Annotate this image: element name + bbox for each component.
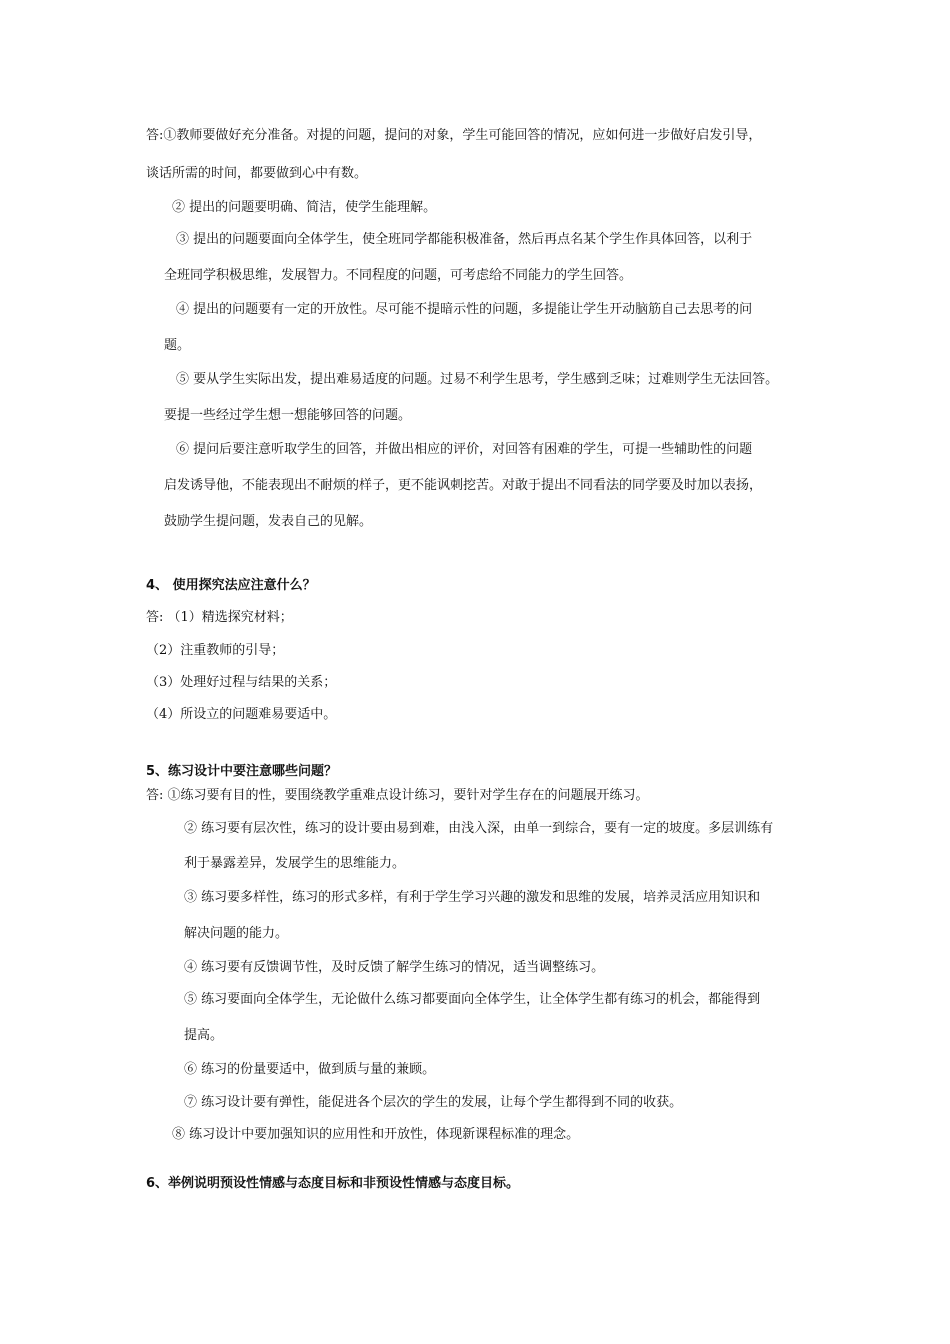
q3-answer-line-9: 要提一些经过学生想一想能够回答的问题。 (164, 408, 412, 423)
q5-answer-line-1: 答: ①练习要有目的性，要围绕教学重难点设计练习，要针对学生存在的问题展开练习。 (146, 788, 649, 803)
q6-title: 6、举例说明预设性情感与态度目标和非预设性情感与态度目标。 (146, 1176, 520, 1191)
q3-answer-line-6: ④ 提出的问题要有一定的开放性。尽可能不提暗示性的问题，多提能让学生开动脑筋自己去思考的问 (176, 302, 753, 317)
q4-answer-line-2: （2）注重教师的引导； (146, 643, 285, 658)
q5-answer-line-5: 解决问题的能力。 (184, 926, 289, 941)
q5-answer-line-2: ② 练习要有层次性，练习的设计要由易到难，由浅入深，由单一到综合，要有一定的坡度。多层训练有 (184, 821, 774, 836)
q3-answer-line-5: 全班同学积极思维，发展智力。不同程度的问题，可考虑给不同能力的学生回答。 (164, 268, 633, 283)
q5-answer-line-6: ④ 练习要有反馈调节性，及时反馈了解学生练习的情况，适当调整练习。 (184, 960, 605, 975)
q5-answer-line-8: 提高。 (184, 1028, 224, 1043)
q5-answer-line-4: ③ 练习要多样性，练习的形式多样，有利于学生学习兴趣的激发和思维的发展，培养灵活应用知识和 (184, 890, 761, 905)
q3-answer-line-1: 答:①教师要做好充分准备。对提的问题，提问的对象，学生可能回答的情况，应如何进一步做好启发引导， (146, 128, 762, 143)
q4-answer-line-3: （3）处理好过程与结果的关系； (146, 675, 337, 690)
q3-answer-line-7: 题。 (164, 338, 191, 353)
q5-title: 5、练习设计中要注意哪些问题？ (146, 764, 338, 779)
q4-answer-line-1: 答: （1）精选探究材料； (146, 610, 293, 625)
q4-title: 4、 使用探究法应注意什么？ (146, 578, 316, 593)
q3-answer-line-12: 鼓励学生提问题，发表自己的见解。 (164, 514, 373, 529)
q3-answer-line-4: ③ 提出的问题要面向全体学生，使全班同学都能积极准备，然后再点名某个学生作具体回答，以利于 (176, 232, 753, 247)
q5-answer-line-9: ⑥ 练习的份量要适中，做到质与量的兼顾。 (184, 1062, 436, 1077)
q5-answer-line-3: 利于暴露差异，发展学生的思维能力。 (184, 856, 406, 871)
q5-answer-line-7: ⑤ 练习要面向全体学生，无论做什么练习都要面向全体学生，让全体学生都有练习的机会，都能得到 (184, 992, 761, 1007)
q3-answer-line-10: ⑥ 提问后要注意听取学生的回答，并做出相应的评价，对回答有困难的学生，可提一些辅助性的问题 (176, 442, 753, 457)
q3-answer-line-8: ⑤ 要从学生实际出发，提出难易适度的问题。过易不利学生思考，学生感到乏味；过难则学生无法回答。 (176, 372, 779, 387)
q5-answer-line-10: ⑦ 练习设计要有弹性，能促进各个层次的学生的发展，让每个学生都得到不同的收获。 (184, 1095, 683, 1110)
q5-answer-line-11: ⑧ 练习设计中要加强知识的应用性和开放性，体现新课程标准的理念。 (172, 1127, 580, 1142)
q3-answer-line-2: 谈话所需的时间，都要做到心中有数。 (146, 166, 368, 181)
q3-answer-line-3: ② 提出的问题要明确、简洁，使学生能理解。 (172, 200, 437, 215)
q4-answer-line-4: （4）所设立的问题难易要适中。 (146, 707, 337, 722)
q3-answer-line-11: 启发诱导他，不能表现出不耐烦的样子，更不能讽刺挖苦。对敢于提出不同看法的同学要及时加以表扬， (164, 478, 763, 493)
